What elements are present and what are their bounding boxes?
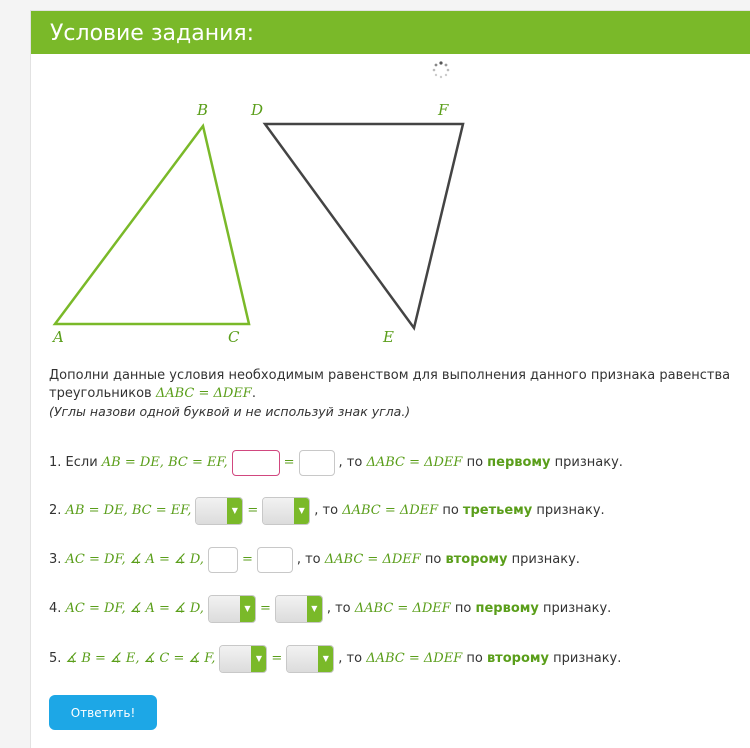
triangles-figure (31, 96, 491, 346)
instructions-note: (Углы назови одной буквой и не используй знак угла.) (49, 404, 411, 419)
vertex-label-c: C (228, 328, 240, 346)
chevron-down-icon[interactable]: ▼ (294, 498, 309, 524)
equals-sign: = (283, 455, 295, 470)
answer-input-3a[interactable] (208, 547, 238, 573)
row-prefix: 2. (49, 503, 66, 518)
submit-answer-button[interactable]: Ответить! (49, 695, 157, 730)
chevron-down-icon[interactable]: ▼ (251, 646, 266, 672)
row-tail: признаку. (538, 601, 612, 616)
answer-dropdown-2b[interactable] (262, 497, 310, 525)
task-header: Условие задания: (31, 11, 750, 54)
row-by: по (438, 503, 463, 518)
loading-spinner-icon (431, 60, 451, 80)
row-criterion: второму (445, 552, 508, 567)
row-by: по (462, 651, 487, 666)
answer-dropdown-4a[interactable] (208, 595, 256, 623)
instructions-line-2 (49, 385, 739, 403)
row-relation: ΔABC = ΔDEF (324, 552, 421, 567)
dropdown-field (196, 498, 227, 524)
chevron-down-icon[interactable]: ▼ (227, 498, 242, 524)
row-then: , то (314, 503, 343, 518)
condition-row-3 (49, 546, 580, 574)
row-criterion: первому (475, 601, 539, 616)
equals-sign: = (247, 503, 259, 518)
row-relation: ΔABC = ΔDEF (366, 455, 463, 470)
row-tail: признаку. (507, 552, 580, 567)
row-condition: AB = DE, BC = EF, (65, 503, 192, 518)
row-then: , то (296, 552, 325, 567)
chevron-down-icon[interactable]: ▼ (318, 646, 333, 672)
dropdown-field (276, 596, 307, 622)
condition-row-5 (49, 645, 621, 673)
task-instructions (49, 367, 739, 421)
vertex-label-e: E (383, 328, 394, 346)
row-condition: ∡ B = ∡ E, ∡ C = ∡ F, (65, 651, 216, 666)
instructions-period: . (251, 386, 256, 401)
row-prefix: 4. (49, 601, 66, 616)
answer-input-1a[interactable] (232, 450, 280, 476)
instructions-math: ΔABC = ΔDEF (155, 386, 252, 401)
row-by: по (420, 552, 446, 567)
row-relation: ΔABC = ΔDEF (354, 601, 451, 616)
row-by: по (450, 601, 476, 616)
row-tail: признаку. (548, 651, 622, 666)
row-prefix: 3. (49, 552, 66, 567)
dropdown-field (263, 498, 294, 524)
instructions-line: Дополни данные условия необходимым равенством для выполнения данного признака равенства (49, 368, 731, 383)
chevron-down-icon[interactable]: ▼ (240, 596, 255, 622)
vertex-label-d: D (251, 101, 264, 119)
answer-dropdown-4b[interactable] (275, 595, 323, 623)
row-relation: ΔABC = ΔDEF (366, 651, 463, 666)
equals-sign: = (259, 601, 271, 616)
answer-dropdown-5a[interactable] (219, 645, 267, 673)
equals-sign: = (271, 651, 283, 666)
task-card (30, 10, 750, 748)
instructions-text: треугольников (49, 386, 156, 401)
row-condition: AC = DF, ∡ A = ∡ D, (65, 552, 204, 567)
dropdown-field (209, 596, 240, 622)
answer-dropdown-5b[interactable] (286, 645, 334, 673)
vertex-label-f: F (438, 101, 449, 119)
vertex-label-b: B (197, 101, 209, 119)
answer-input-1b[interactable] (299, 450, 335, 476)
dropdown-field (287, 646, 318, 672)
answer-input-3b[interactable] (257, 547, 293, 573)
row-by: по (462, 455, 488, 470)
triangle-def (265, 124, 463, 328)
condition-row-1 (49, 449, 623, 477)
chevron-down-icon[interactable]: ▼ (307, 596, 322, 622)
row-relation: ΔABC = ΔDEF (342, 503, 439, 518)
row-then: , то (338, 651, 367, 666)
vertex-label-a: A (53, 328, 64, 346)
triangle-abc (55, 126, 249, 324)
row-condition: AC = DF, ∡ A = ∡ D, (65, 601, 204, 616)
row-tail: признаку. (550, 455, 623, 470)
row-then: , то (326, 601, 355, 616)
condition-row-4 (49, 595, 611, 623)
row-prefix: 1. Если (49, 455, 102, 470)
equals-sign: = (241, 552, 253, 567)
row-then: , то (338, 455, 367, 470)
row-criterion: второму (486, 651, 549, 666)
dropdown-field (220, 646, 251, 672)
row-condition: AB = DE, BC = EF, (101, 455, 228, 470)
row-prefix: 5. (49, 651, 66, 666)
answer-dropdown-2a[interactable] (195, 497, 243, 525)
row-tail: признаку. (532, 503, 605, 518)
condition-row-2 (49, 497, 605, 525)
row-criterion: первому (487, 455, 551, 470)
row-criterion: третьему (462, 503, 533, 518)
